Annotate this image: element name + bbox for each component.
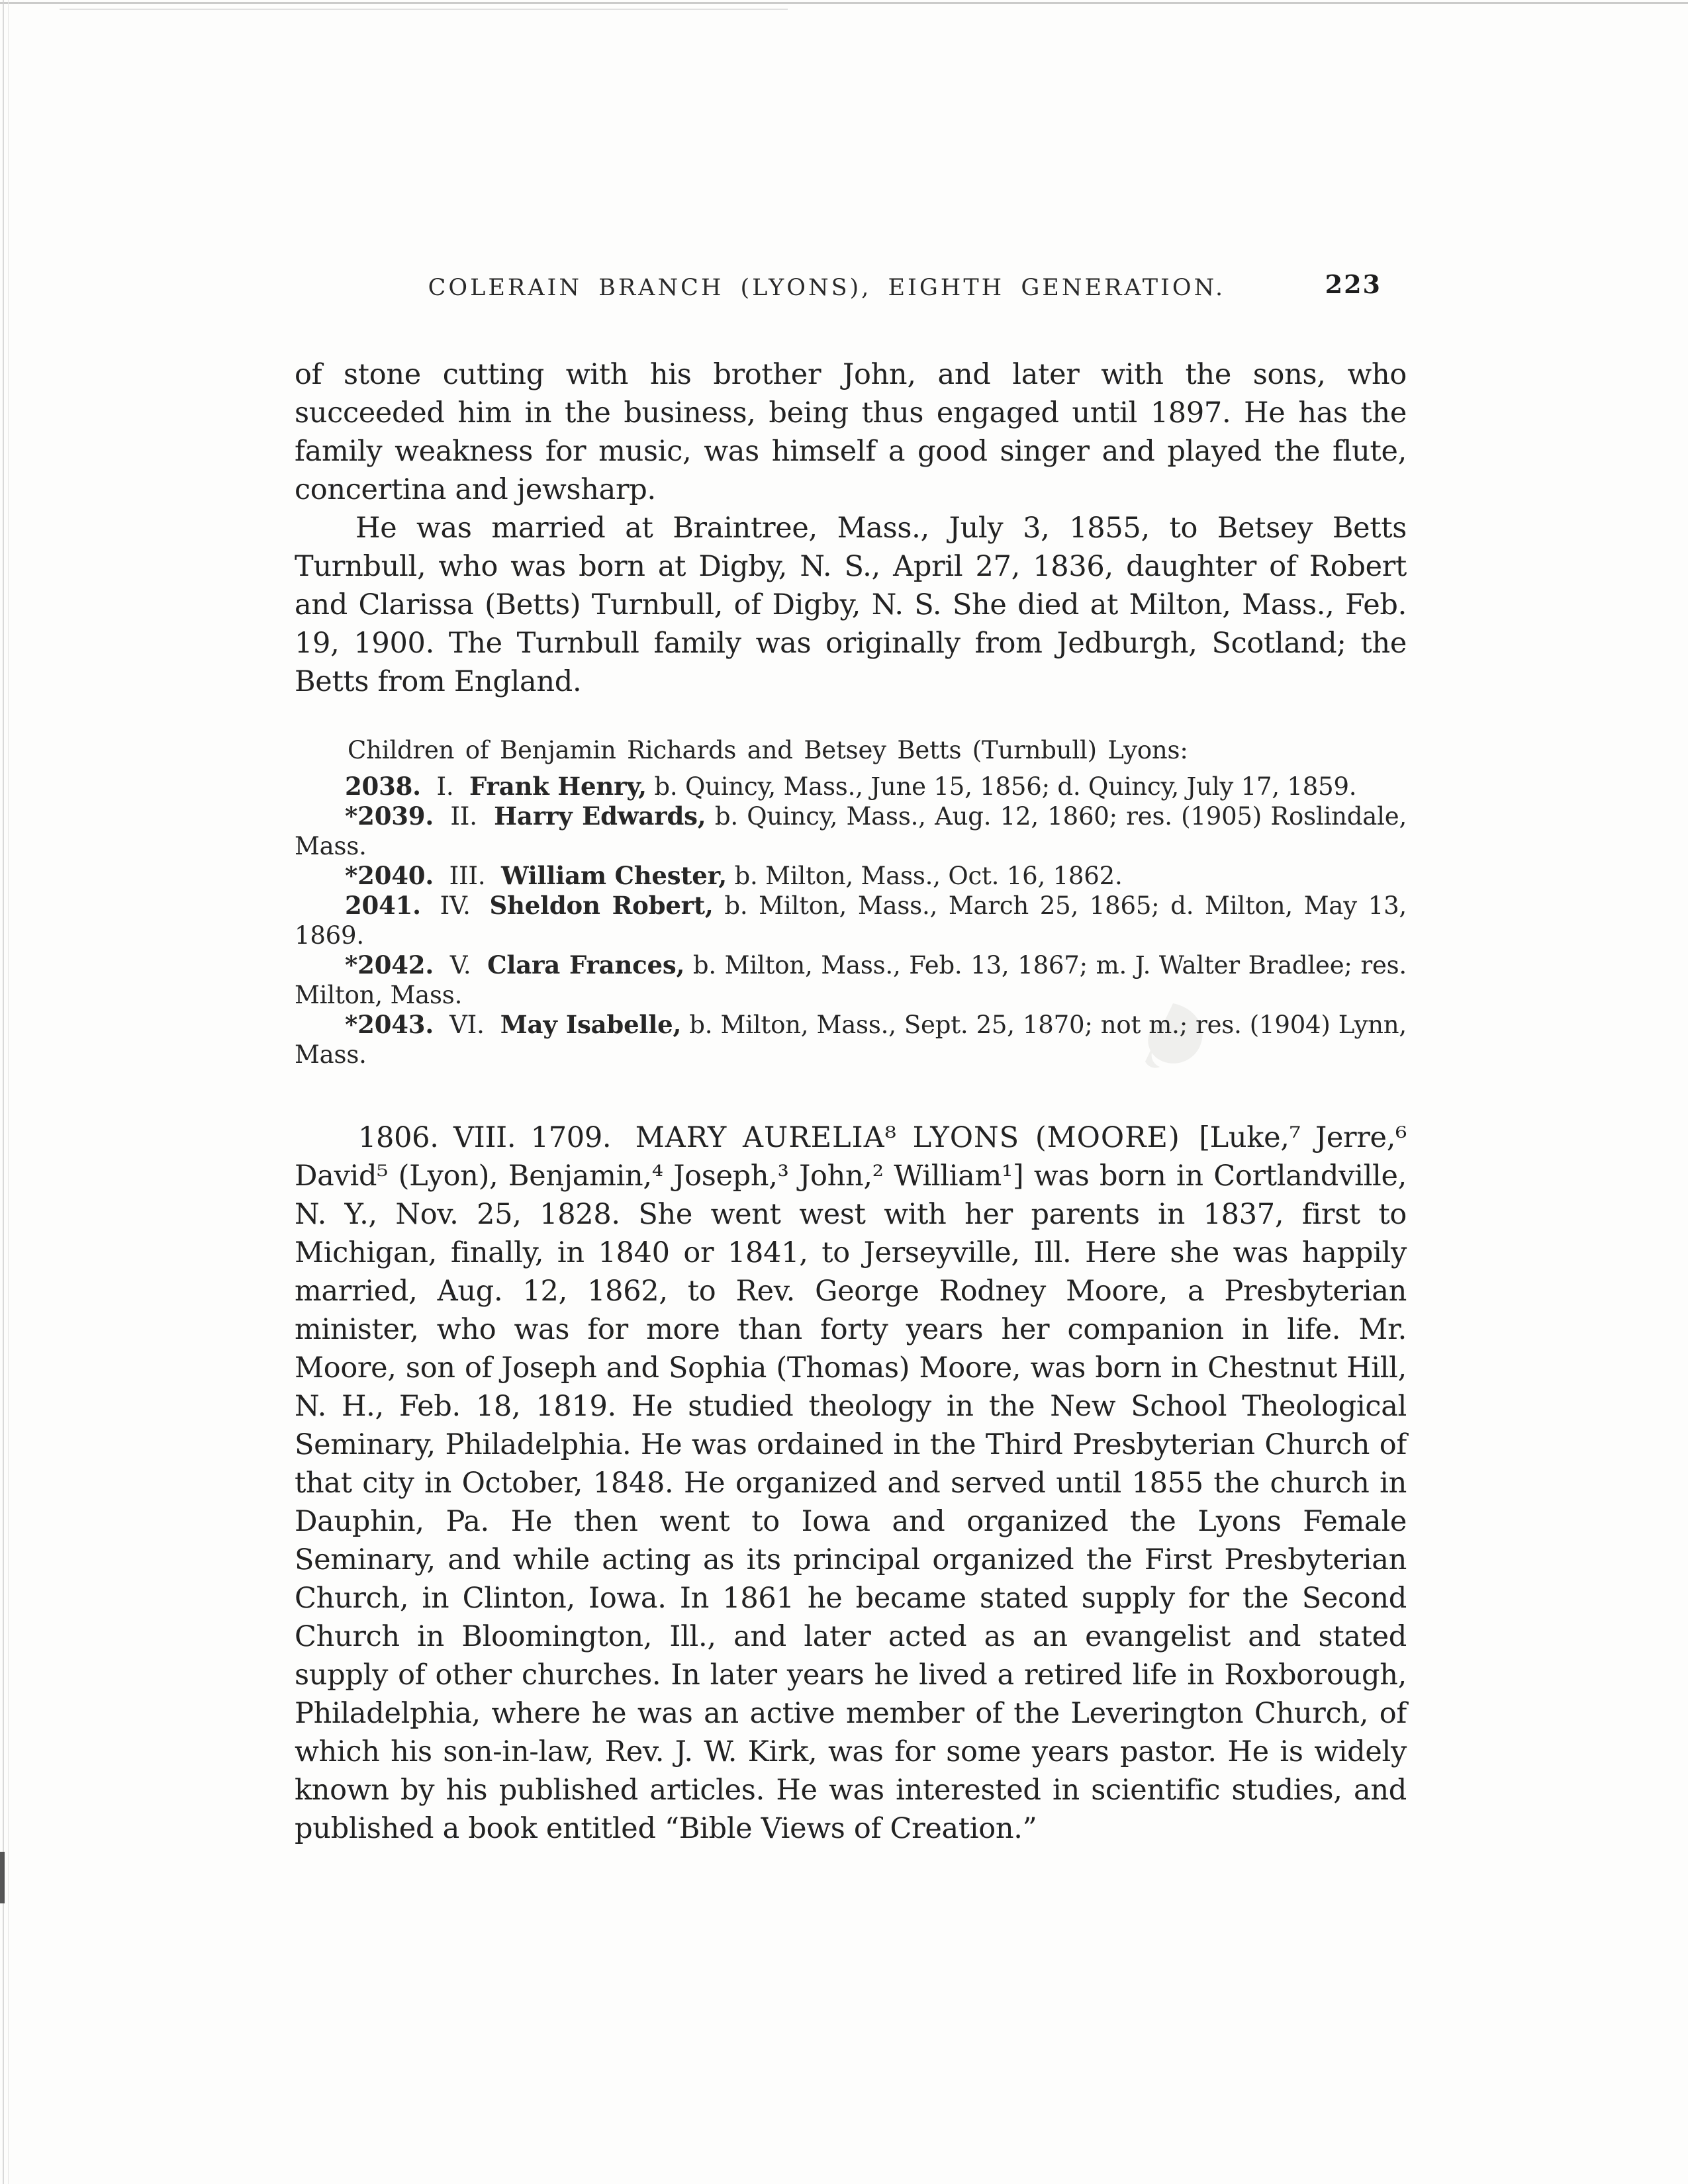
child-number: *2043. [345,1010,434,1039]
child-entry-2040 [295,861,1407,891]
scan-edge-blemish [0,1852,5,1903]
child-roman-numeral: I. [436,772,454,801]
child-details: b. Quincy, Mass., Aug. 12, 1860; res. (1905) Roslindale, Mass. [295,802,1407,860]
child-number: 2038. [345,772,421,801]
scan-left-rule-faint [8,0,9,2184]
child-roman-numeral: II. [450,802,477,831]
child-details: b. Milton, Mass., Sept. 25, 1870; not m.; res. (1904) Lynn, Mass. [295,1011,1407,1069]
child-entry-2039 [295,801,1407,861]
child-entry-2038 [295,772,1407,801]
scan-top-rule [0,2,1688,4]
child-name: Harry Edwards, [494,801,706,831]
child-name: Frank Henry, [469,772,647,801]
child-name: May Isabelle, [500,1010,682,1039]
page-number: 223 [1325,269,1382,299]
entry-1806-paragraph [295,1118,1407,1848]
child-roman-numeral: IV. [440,891,471,920]
running-head [295,269,1407,313]
entry-1806-label: 1806. VIII. 1709. [358,1121,612,1154]
child-number: 2041. [345,891,421,920]
children-heading: Children of Benjamin Richards and Betsey Betts (Turnbull) Lyons: [348,736,1188,764]
child-number: *2042. [345,950,434,979]
child-roman-numeral: V. [449,951,471,979]
child-details: b. Quincy, Mass., June 15, 1856; d. Quincy, July 17, 1859. [654,772,1357,801]
child-details: b. Milton, Mass., Oct. 16, 1862. [734,862,1123,890]
child-entry-2042 [295,950,1407,1010]
child-roman-numeral: VI. [449,1011,485,1039]
child-roman-numeral: III. [449,862,486,890]
page-title: COLERAIN BRANCH (LYONS), EIGHTH GENERATION. [428,275,1226,301]
child-number: *2039. [345,801,434,831]
child-entry-2043 [295,1010,1407,1069]
child-name: Clara Frances, [487,950,685,979]
child-details: b. Milton, Mass., Feb. 13, 1867; m. J. Walter Bradlee; res. Milton, Mass. [295,951,1407,1009]
paragraph-marriage: He was married at Braintree, Mass., July 3, 1855, to Betsey Betts Turnbull, who was born at Digby, N. S., April 27, 1836, daughter of Robert and Clarissa (Betts) Turnbull, of Digby, N. S. She died at Milton, Mass., Feb. 19, 1900. The Turnbull family was originally from Jedburgh, Scotland; the Betts from England. [295,512,1407,698]
paragraph-continuation: of stone cutting with his brother John, and later with the sons, who succeeded him in the business, being thus engaged until 1897. He has the family weakness for music, was himself a good singer and played the flute, concertina and jewsharp. [295,358,1407,506]
entry-1806-body: was born in Cortlandville, N. Y., Nov. 25, 1828. She went west with her parents in 1837, first to Michigan, finally, in 1840 or 1841, to Jerseyville, Ill. Here she was happily married, Aug. 12, 1862, to Rev. George Rodney Moore, a Presbyterian minister, who was for more than forty years her companion in life. Mr. Moore, son of Joseph and Sophia (Thomas) Moore, was born in Chestnut Hill, N. H., Feb. 18, 1819. He studied theology in the New School Theological Seminary, Philadelphia. He was ordained in the Third Presbyterian Church of that city in October, 1848. He organized and served until 1855 the church in Dauphin, Pa. He then went to Iowa and organized the Lyons Female Seminary, and while acting as its principal organized the First Presbyterian Church, in Clinton, Iowa. In 1861 he became stated supply for the Second Church in Bloomington, Ill., and later acted as an evangelist and stated supply of other churches. In later years he lived a retired life in Roxborough, Philadelphia, where he was an active member of the Leverington Church, of which his son-in-law, Rev. J. W. Kirk, was for some years pastor. He is widely known by his published articles. He was interested in scientific studies, and published a book entitled “Bible Views of Creation.” [295,1160,1407,1845]
entry-1806-name: MARY AURELIA⁸ LYONS (MOORE) [635,1121,1180,1154]
children-section [295,735,1407,1069]
child-entry-2041 [295,891,1407,950]
scan-top-rule-faint [60,9,788,10]
entry-1806-lineage: [Luke,⁷ Jerre,⁶ David⁵ (Lyon), Benjamin,⁴ Joseph,³ John,² William¹] [295,1121,1407,1193]
child-name: Sheldon Robert, [489,891,714,920]
child-details: b. Milton, Mass., March 25, 1865; d. Milton, May 13, 1869. [295,891,1407,950]
child-number: *2040. [345,861,434,890]
child-name: William Chester, [500,861,727,890]
page-content [295,269,1407,1848]
